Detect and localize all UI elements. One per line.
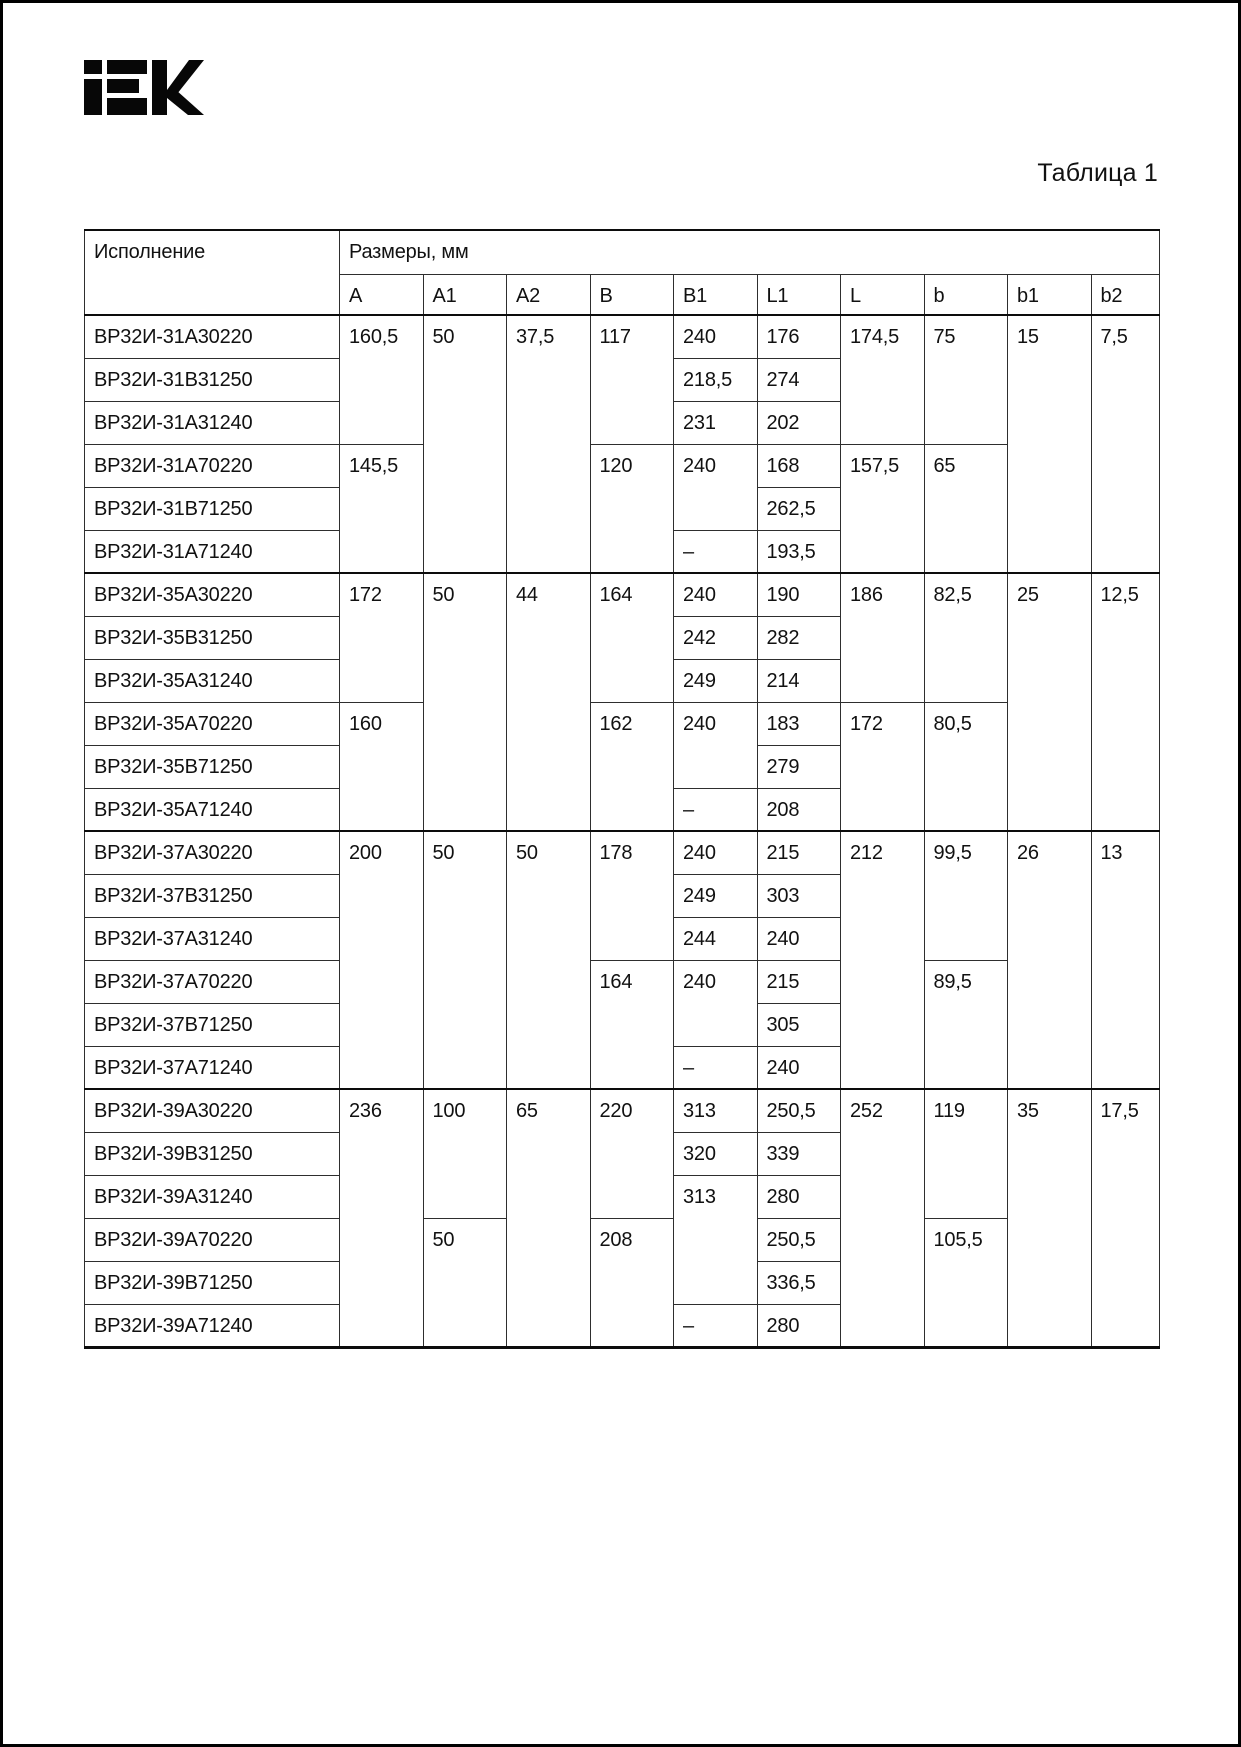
model-cell: ВР32И-35А71240 [85,788,340,831]
dim-cell-b2: 7,5 [1091,315,1159,573]
model-cell: ВР32И-31А31240 [85,401,340,444]
logo-letter-i-dot [84,60,102,74]
dimensions-table [84,229,1160,1349]
model-cell: ВР32И-39В71250 [85,1261,340,1304]
dim-cell-A2: 37,5 [507,315,591,573]
dim-cell-B1: – [674,788,758,831]
dim-cell-B1: – [674,1046,758,1089]
dim-cell-B1: – [674,1304,758,1347]
dim-cell-A: 236 [340,1089,424,1347]
model-cell: ВР32И-31А70220 [85,444,340,487]
iek-logo [84,60,204,115]
model-cell: ВР32И-37А71240 [85,1046,340,1089]
dim-cell-L: 172 [841,702,925,831]
logo-letter-i-bar [84,79,102,115]
dim-cell-B: 178 [590,831,674,960]
model-cell: ВР32И-39А30220 [85,1089,340,1132]
dim-cell-L1: 202 [757,401,841,444]
dim-cell-L1: 215 [757,960,841,1003]
dim-cell-A: 160,5 [340,315,424,444]
col-header-A1: A1 [423,274,507,315]
dim-cell-B1: 313 [674,1175,758,1304]
dim-cell-L: 212 [841,831,925,1089]
model-cell: ВР32И-35В31250 [85,616,340,659]
dim-cell-B1: 240 [674,573,758,616]
dim-cell-b: 99,5 [924,831,1008,960]
dim-cell-B1: 240 [674,702,758,788]
dim-cell-A1: 50 [423,573,507,831]
dim-cell-L1: 262,5 [757,487,841,530]
dim-cell-L1: 215 [757,831,841,874]
dim-cell-b: 89,5 [924,960,1008,1089]
table-row [85,315,1160,358]
dim-cell-B: 220 [590,1089,674,1218]
logo-letter-e [107,79,139,93]
table-row [85,1089,1160,1132]
dim-cell-L1: 274 [757,358,841,401]
col-header-b: b [924,274,1008,315]
table-row [85,573,1160,616]
dim-cell-A2: 44 [507,573,591,831]
dimensions-table-body [85,315,1160,1347]
table-row [85,831,1160,874]
dim-cell-A1: 50 [423,315,507,573]
model-cell: ВР32И-31А71240 [85,530,340,573]
model-cell: ВР32И-35А70220 [85,702,340,745]
dim-cell-L1: 280 [757,1304,841,1347]
model-cell: ВР32И-35А31240 [85,659,340,702]
dim-cell-b1: 35 [1008,1089,1092,1347]
model-cell: ВР32И-31В71250 [85,487,340,530]
dim-cell-B1: 249 [674,874,758,917]
dim-cell-A2: 50 [507,831,591,1089]
dim-cell-B: 164 [590,573,674,702]
model-cell: ВР32И-37В31250 [85,874,340,917]
dim-cell-L1: 279 [757,745,841,788]
model-cell: ВР32И-39А71240 [85,1304,340,1347]
logo-letter-k [152,60,204,115]
dim-cell-B1: 320 [674,1132,758,1175]
dim-cell-B1: 218,5 [674,358,758,401]
dim-cell-L1: 336,5 [757,1261,841,1304]
model-cell: ВР32И-31А30220 [85,315,340,358]
model-cell: ВР32И-35А30220 [85,573,340,616]
dim-cell-A2: 65 [507,1089,591,1347]
dim-cell-b1: 15 [1008,315,1092,573]
dim-cell-B: 162 [590,702,674,831]
dim-cell-L1: 193,5 [757,530,841,573]
dim-cell-L1: 176 [757,315,841,358]
dim-cell-B1: 249 [674,659,758,702]
dim-cell-B: 164 [590,960,674,1089]
dim-cell-L1: 240 [757,1046,841,1089]
dim-cell-b1: 26 [1008,831,1092,1089]
dim-cell-b2: 12,5 [1091,573,1159,831]
dim-cell-L1: 280 [757,1175,841,1218]
dim-cell-B: 208 [590,1218,674,1347]
dim-cell-L1: 250,5 [757,1218,841,1261]
dim-cell-b: 82,5 [924,573,1008,702]
dim-cell-L: 186 [841,573,925,702]
table-row [85,702,1160,745]
dim-cell-L1: 190 [757,573,841,616]
dim-cell-A1: 100 [423,1089,507,1218]
dim-cell-A: 145,5 [340,444,424,573]
col-header-A: A [340,274,424,315]
dim-cell-L1: 214 [757,659,841,702]
dim-cell-B1: 240 [674,960,758,1046]
col-header-dimensions-group: Размеры, мм [340,230,1160,274]
dim-cell-L1: 168 [757,444,841,487]
dim-cell-b: 65 [924,444,1008,573]
table-row [85,960,1160,1003]
dim-cell-A: 200 [340,831,424,1089]
dim-cell-L1: 240 [757,917,841,960]
model-cell: ВР32И-37А30220 [85,831,340,874]
dim-cell-L1: 208 [757,788,841,831]
table-row [85,444,1160,487]
dim-cell-L1: 282 [757,616,841,659]
dim-cell-b: 119 [924,1089,1008,1218]
col-header-b2: b2 [1091,274,1159,315]
dim-cell-L1: 339 [757,1132,841,1175]
model-cell: ВР32И-39А70220 [85,1218,340,1261]
col-header-model: Исполнение [85,230,340,315]
col-header-B1: B1 [674,274,758,315]
model-cell: ВР32И-37А31240 [85,917,340,960]
dim-cell-B1: 242 [674,616,758,659]
model-cell: ВР32И-37В71250 [85,1003,340,1046]
dim-cell-B: 120 [590,444,674,573]
dim-cell-b2: 13 [1091,831,1159,1089]
dim-cell-L: 157,5 [841,444,925,573]
dim-cell-L1: 305 [757,1003,841,1046]
table-row [85,1218,1160,1261]
dim-cell-B1: 240 [674,444,758,530]
dim-cell-b1: 25 [1008,573,1092,831]
dim-cell-B1: 244 [674,917,758,960]
dim-cell-B1: 231 [674,401,758,444]
dim-cell-B1: – [674,530,758,573]
table-caption: Таблица 1 [1037,159,1158,187]
dim-cell-L1: 303 [757,874,841,917]
dim-cell-B1: 313 [674,1089,758,1132]
model-cell: ВР32И-37А70220 [85,960,340,1003]
col-header-L: L [841,274,925,315]
dim-cell-L1: 183 [757,702,841,745]
table-header-row-1 [85,230,1160,274]
col-header-A2: A2 [507,274,591,315]
dim-cell-A: 160 [340,702,424,831]
model-cell: ВР32И-35В71250 [85,745,340,788]
dim-cell-b2: 17,5 [1091,1089,1159,1347]
model-cell: ВР32И-39А31240 [85,1175,340,1218]
col-header-b1: b1 [1008,274,1092,315]
dim-cell-b: 80,5 [924,702,1008,831]
logo-letter-e [107,60,147,74]
col-header-B: B [590,274,674,315]
dim-cell-L: 252 [841,1089,925,1347]
dim-cell-B1: 240 [674,831,758,874]
model-cell: ВР32И-31В31250 [85,358,340,401]
dim-cell-A1: 50 [423,831,507,1089]
dim-cell-B: 117 [590,315,674,444]
dim-cell-L: 174,5 [841,315,925,444]
col-header-L1: L1 [757,274,841,315]
dim-cell-b: 75 [924,315,1008,444]
dim-cell-b: 105,5 [924,1218,1008,1347]
model-cell: ВР32И-39В31250 [85,1132,340,1175]
dim-cell-A: 172 [340,573,424,702]
dim-cell-A1: 50 [423,1218,507,1347]
dim-cell-B1: 240 [674,315,758,358]
logo-letter-e [107,98,147,115]
dim-cell-L1: 250,5 [757,1089,841,1132]
